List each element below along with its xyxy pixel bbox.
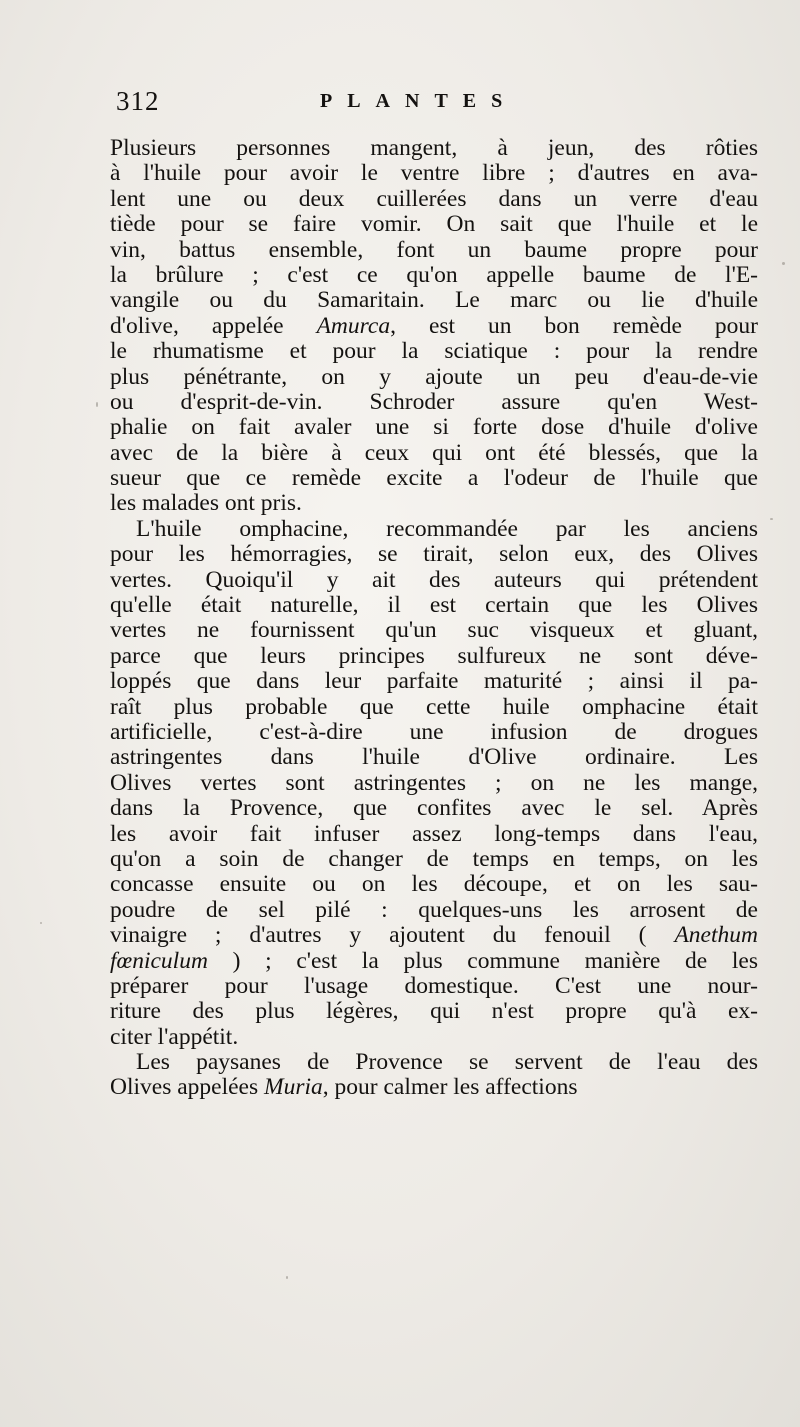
text-line: astringentes dans l'huile d'Olive ordinaire. Les xyxy=(110,744,758,771)
text-line: raît plus probable que cette huile omphacine était xyxy=(110,693,758,720)
paper-speck xyxy=(286,1276,288,1279)
text-line: concasse ensuite ou on les découpe, et on les sau- xyxy=(110,871,758,898)
text-line: vinaigre ; d'autres y ajoutent du fenouil ( Anethum xyxy=(110,922,758,949)
italic-term: fœniculum xyxy=(110,947,208,974)
text-line: qu'elle était naturelle, il est certain que les Olives xyxy=(110,592,758,619)
text-line: Olives vertes sont astringentes ; on ne les mange, xyxy=(110,769,758,796)
text-line: Olives appelées Muria, pour calmer les affections xyxy=(110,1074,578,1101)
text-line: tiède pour se faire vomir. On sait que l'huile et le xyxy=(110,211,758,238)
text-line: dans la Provence, que confites avec le sel. Après xyxy=(110,795,758,822)
paper-speck xyxy=(40,922,42,924)
text-line: Les paysanes de Provence se servent de l'eau des xyxy=(136,1049,758,1076)
text-line: L'huile omphacine, recommandée par les anciens xyxy=(136,515,758,542)
text-line: phalie on fait avaler une si forte dose d'huile d'olive xyxy=(110,414,758,441)
body-text xyxy=(110,136,758,1101)
text-line: pour les hémorragies, se tirait, selon eux, des Olives xyxy=(110,541,758,568)
italic-term: Muria xyxy=(264,1074,323,1101)
text-line: à l'huile pour avoir le ventre libre ; d'autres en ava- xyxy=(110,160,758,187)
italic-term: Amurca xyxy=(316,312,391,339)
text-line: qu'on a soin de changer de temps en temps, on les xyxy=(110,845,758,872)
text-line: vangile ou du Samaritain. Le marc ou lie d'huile xyxy=(110,287,758,314)
text-line: plus pénétrante, on y ajoute un peu d'eau-de-vie xyxy=(110,363,758,390)
paper-speck xyxy=(770,518,773,520)
text-line: artificielle, c'est-à-dire une infusion de drogues xyxy=(110,718,758,745)
text-line: préparer pour l'usage domestique. C'est une nour- xyxy=(110,972,758,999)
page-number: 312 xyxy=(116,86,160,116)
italic-term: Anethum xyxy=(674,922,758,949)
text-line: loppés que dans leur parfaite maturité ; ainsi il pa- xyxy=(110,668,758,695)
text-line: ou d'esprit-de-vin. Schroder assure qu'en West- xyxy=(110,388,758,415)
paper-speck xyxy=(96,402,98,407)
text-line: le rhumatisme et pour la sciatique : pour la rendre xyxy=(110,338,758,365)
text-line: vertes. Quoiqu'il y ait des auteurs qui prétendent xyxy=(110,566,758,593)
text-line: sueur que ce remède excite a l'odeur de l'huile que xyxy=(110,465,758,492)
text-line: d'olive, appelée Amurca, est un bon remède pour xyxy=(110,312,758,339)
text-line: la brûlure ; c'est ce qu'on appelle baume de l'E- xyxy=(110,261,758,288)
running-head xyxy=(116,86,756,120)
text-line: riture des plus légères, qui n'est propre qu'à ex- xyxy=(110,998,758,1025)
text-line: fœniculum ) ; c'est la plus commune manière de les xyxy=(110,947,758,974)
paper-speck xyxy=(782,262,785,265)
text-line: citer l'appétit. xyxy=(110,1023,239,1050)
text-line: Plusieurs personnes mangent, à jeun, des rôties xyxy=(110,135,758,161)
text-line: vin, battus ensemble, font un baume propre pour xyxy=(110,236,758,263)
running-title: PLANTES xyxy=(320,90,518,112)
text-line: vertes ne fournissent qu'un suc visqueux et gluant, xyxy=(110,617,758,644)
text-line: parce que leurs principes sulfureux ne sont déve- xyxy=(110,642,758,669)
text-line: lent une ou deux cuillerées dans un verre d'eau xyxy=(110,185,758,212)
text-line: les malades ont pris. xyxy=(110,490,302,517)
text-line: avec de la bière à ceux qui ont été blessés, que la xyxy=(110,439,758,466)
text-line: les avoir fait infuser assez long-temps dans l'eau, xyxy=(110,820,758,847)
text-line: poudre de sel pilé : quelques-uns les arrosent de xyxy=(110,896,758,923)
